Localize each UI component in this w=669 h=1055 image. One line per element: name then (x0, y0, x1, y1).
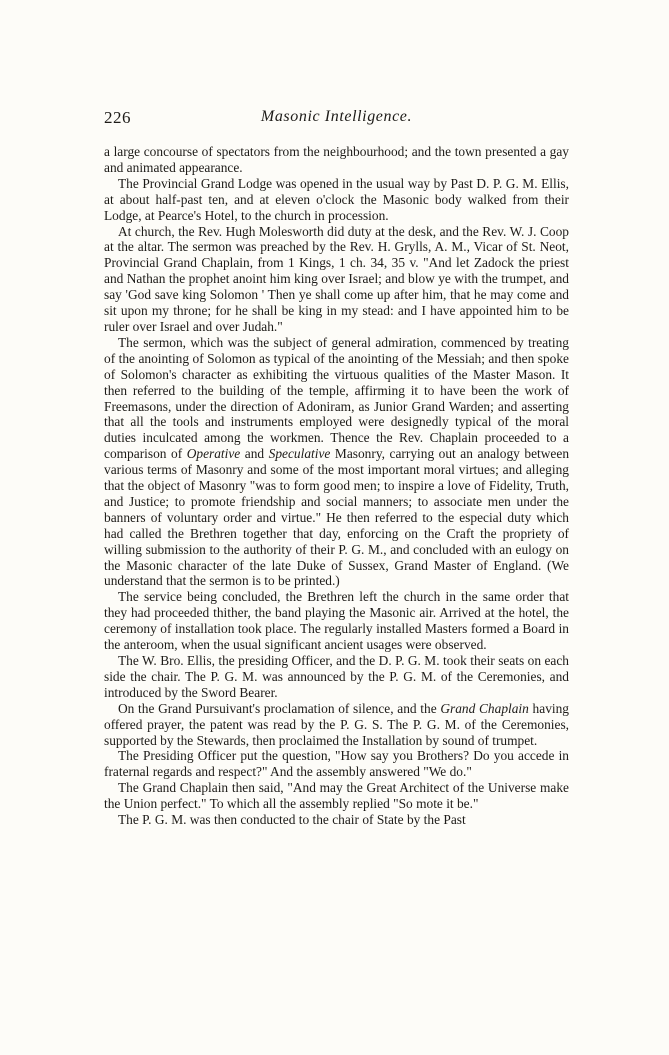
paragraph-2: The Provincial Grand Lodge was opened in the usual way by Past D. P. G. M. Ellis, at about half-past ten, and at eleven o'clock the Masonic body walked from their Lodge, at Pearce's Hotel, to the church in procession. (104, 175, 569, 223)
paragraph-5: The service being concluded, the Brethren left the church in the same order that they had proceeded thither, the band playing the Masonic air. Arrived at the hotel, the ceremony of installation took place. The regularly installed Masters formed a Board in the anteroom, when the usual significant ancient usages were observed. (104, 589, 569, 653)
paragraph-1: a large concourse of spectators from the neighbourhood; and the town presented a gay and animated appearance. (104, 144, 569, 175)
italic-term-speculative: Speculative (268, 446, 331, 462)
italic-term-grand-chaplain: Grand Chaplain (440, 700, 529, 716)
paragraph-9: The Grand Chaplain then said, "And may the Great Architect of the Universe make the Union perfect." To which all the assembly replied "So mote it be." (104, 780, 569, 812)
article-body (104, 144, 569, 828)
paragraph-6: The W. Bro. Ellis, the presiding Officer, and the D. P. G. M. took their seats on each side the chair. The P. G. M. was announced by the P. G. M. of the Ceremonies, and introduced by the Sword Bearer. (104, 653, 569, 700)
paragraph-8: The Presiding Officer put the question, "How say you Brothers? Do you accede in fraternal regards and respect?" And the assembly answered "We do." (104, 748, 569, 780)
paragraph-7: On the Grand Pursuivant's proclamation of silence, and the Grand Chaplain having offered prayer, the patent was read by the P. G. S. The P. G. M. of the Ceremonies, supported by the Stewards, then proclaimed the Installation by sound of trumpet. (104, 700, 569, 748)
page-number: 226 (104, 108, 131, 127)
paragraph-4: The sermon, which was the subject of general admiration, commenced by treating of the anointing of Solomon as typical of the anointing of the Messiah; and then spoke of Solomon's character as exhibiting the virtuous qualities of the Master Mason. It then referred to the building of the temple, affirming it to have been the work of Freemasons, under the direction of Adoniram, as Junior Grand Warden; and asserting that all the tools and instruments employed were designedly typical of the moral duties inculcated among the workmen. Thence the Rev. Chaplain proceeded to a comparison of Operative and Speculative Masonry, carrying out an analogy between various terms of Masonry and some of the most important moral virtues; and alleging that the object of Masonry "was to form good men; to inspire a love of Fidelity, Truth, and Justice; to promote friendship and social manners; to associate men under the banners of voluntary order and virtue." He then referred to the especial duty which had called the Brethren together that day, enforcing on the Craft the propriety of willing submission to the authority of their P. G. M., and concluded with an eulogy on the Masonic character of the late Duke of Sussex, Grand Master of England. (We understand that the sermon is to be printed.) (104, 334, 570, 589)
paragraph-3: At church, the Rev. Hugh Molesworth did duty at the desk, and the Rev. W. J. Coop at the altar. The sermon was preached by the Rev. H. Grylls, A. M., Vicar of St. Neot, Provincial Grand Chaplain, from 1 Kings, 1 ch. 34, 35 v. "And let Zadock the priest and Nathan the prophet anoint him king over Israel; and blow ye with the trumpet, and say 'God save king Solomon ' Then ye shall come up after him, that he may come and sit upon my throne; for he shall be king in my stead: and I have appointed him to be ruler over Israel and over Judah." (104, 223, 569, 334)
page-header (104, 108, 569, 132)
paragraph-10: The P. G. M. was then conducted to the chair of State by the Past (118, 812, 466, 828)
italic-term-operative: Operative (186, 446, 241, 462)
running-title: Masonic Intelligence. (260, 108, 413, 125)
